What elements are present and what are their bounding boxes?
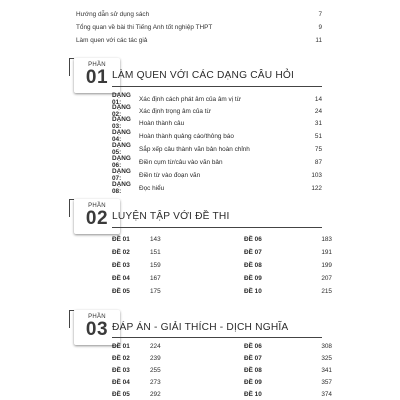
toc-de-row[interactable] — [244, 391, 332, 398]
part-number: 03 — [85, 319, 109, 340]
dang-page: 87 — [314, 158, 322, 166]
part-label: PHẦN — [88, 62, 106, 68]
de-label: ĐỀ 10 — [244, 391, 262, 398]
de-page: 159 — [150, 262, 161, 269]
toc-intro-page: 9 — [318, 24, 322, 31]
part-03-bracket-vertical — [69, 310, 70, 328]
toc-intro-row[interactable] — [76, 24, 322, 31]
toc-de-row[interactable] — [244, 288, 332, 295]
de-label: ĐỀ 08 — [244, 262, 262, 269]
dang-text: Sắp xếp câu thành văn bản hoàn chỉnh — [139, 145, 250, 153]
toc-de-row[interactable] — [112, 355, 200, 362]
dang-text: Xác định trọng âm của từ — [139, 107, 211, 115]
dang-label: DẠNG 06: — [112, 155, 131, 169]
toc-de-row[interactable] — [244, 262, 332, 269]
dang-page: 31 — [314, 119, 322, 127]
dang-label: DẠNG 02: — [112, 104, 131, 118]
de-page: 215 — [321, 288, 332, 295]
dang-label: DẠNG 04: — [112, 129, 131, 143]
toc-intro-row[interactable] — [76, 37, 322, 44]
part-01-title: LÀM QUEN VỚI CÁC DẠNG CÂU HỎI — [112, 70, 295, 81]
toc-dang-row[interactable] — [112, 181, 322, 195]
de-page: 292 — [150, 391, 161, 398]
dang-label: DẠNG 05: — [112, 142, 131, 156]
part-02-bracket-vertical — [69, 199, 70, 217]
toc-intro-text: Hướng dẫn sử dụng sách — [76, 11, 150, 18]
de-page: 167 — [150, 275, 161, 282]
toc-de-row[interactable] — [112, 391, 200, 398]
toc-dang-row[interactable] — [112, 142, 322, 156]
de-label: ĐỀ 07 — [244, 355, 262, 362]
dang-text: Hoàn thành câu — [139, 119, 185, 127]
de-label: ĐỀ 08 — [244, 367, 262, 374]
dang-text: Điền cụm từ/câu vào văn bản — [139, 158, 223, 166]
toc-dang-row[interactable] — [112, 116, 322, 130]
dang-text: Xác định cách phát âm của âm vị từ — [139, 95, 241, 103]
toc-dang-row[interactable] — [112, 168, 322, 182]
dang-page: 51 — [314, 132, 322, 140]
de-label: ĐỀ 01 — [112, 236, 130, 243]
de-page: 183 — [321, 236, 332, 243]
dang-page: 75 — [314, 145, 322, 153]
dang-text: Đọc hiểu — [139, 184, 165, 192]
part-02-title: LUYỆN TẬP VỚI ĐỀ THI — [112, 211, 230, 222]
toc-de-row[interactable] — [244, 249, 332, 256]
toc-de-row[interactable] — [112, 343, 200, 350]
dang-page: 103 — [311, 171, 322, 179]
dang-text: Hoàn thành quảng cáo/thông báo — [139, 132, 234, 140]
de-label: ĐỀ 06 — [244, 343, 262, 350]
toc-de-row[interactable] — [244, 275, 332, 282]
de-page: 357 — [321, 379, 332, 386]
de-label: ĐỀ 04 — [112, 275, 130, 282]
toc-intro-row[interactable] — [76, 11, 322, 18]
de-label: ĐỀ 09 — [244, 379, 262, 386]
toc-de-row[interactable] — [244, 343, 332, 350]
de-label: ĐỀ 04 — [112, 379, 130, 386]
toc-intro-page: 7 — [318, 11, 322, 18]
de-page: 224 — [150, 343, 161, 350]
part-02-underline — [112, 227, 322, 228]
part-03-title: ĐÁP ÁN - GIẢI THÍCH - DỊCH NGHĨA — [112, 322, 289, 333]
de-page: 151 — [150, 249, 161, 256]
toc-de-row[interactable] — [112, 249, 200, 256]
dang-label: DẠNG 08: — [112, 181, 131, 195]
toc-intro-text: Làm quen với các tác giả — [76, 37, 148, 44]
de-page: 341 — [321, 367, 332, 374]
de-label: ĐỀ 06 — [244, 236, 262, 243]
part-03-underline — [112, 337, 322, 338]
de-label: ĐỀ 02 — [112, 249, 130, 256]
part-number: 01 — [85, 67, 109, 88]
de-page: 255 — [150, 367, 161, 374]
dang-page: 122 — [311, 184, 322, 192]
de-page: 191 — [321, 249, 332, 256]
toc-de-row[interactable] — [112, 288, 200, 295]
de-page: 325 — [321, 355, 332, 362]
dang-label: DẠNG 01: — [112, 92, 131, 106]
de-page: 308 — [321, 343, 332, 350]
de-label: ĐỀ 03 — [112, 262, 130, 269]
toc-dang-row[interactable] — [112, 155, 322, 169]
toc-intro-text: Tổng quan về bài thi Tiếng Anh tốt nghiệp THPT — [76, 24, 213, 31]
de-page: 207 — [321, 275, 332, 282]
dang-page: 14 — [314, 95, 322, 103]
toc-intro-page: 11 — [315, 37, 322, 44]
toc-de-row[interactable] — [244, 236, 332, 243]
toc-dang-row[interactable] — [112, 129, 322, 143]
de-page: 143 — [150, 236, 161, 243]
dang-label: DẠNG 07: — [112, 168, 131, 182]
toc-de-row[interactable] — [112, 236, 200, 243]
de-page: 175 — [150, 288, 161, 295]
de-label: ĐỀ 10 — [244, 288, 262, 295]
de-label: ĐỀ 05 — [112, 288, 130, 295]
part-label: PHẦN — [88, 203, 106, 209]
part-number: 02 — [85, 208, 109, 229]
toc-de-row[interactable] — [112, 262, 200, 269]
de-label: ĐỀ 05 — [112, 391, 130, 398]
dang-label: DẠNG 03: — [112, 116, 131, 130]
de-label: ĐỀ 09 — [244, 275, 262, 282]
part-01-bracket-vertical — [69, 58, 70, 76]
toc-de-row[interactable] — [244, 379, 332, 386]
de-label: ĐỀ 03 — [112, 367, 130, 374]
de-label: ĐỀ 07 — [244, 249, 262, 256]
toc-de-row[interactable] — [112, 367, 200, 374]
de-label: ĐỀ 02 — [112, 355, 130, 362]
toc-de-row[interactable] — [112, 275, 200, 282]
part-label: PHẦN — [88, 314, 106, 320]
de-page: 239 — [150, 355, 161, 362]
toc-de-row[interactable] — [244, 367, 332, 374]
dang-text: Điền từ vào đoạn văn — [139, 171, 201, 179]
part-01-underline — [112, 86, 322, 87]
de-label: ĐỀ 01 — [112, 343, 130, 350]
toc-de-row[interactable] — [112, 379, 200, 386]
toc-de-row[interactable] — [244, 355, 332, 362]
de-page: 374 — [321, 391, 332, 398]
dang-page: 24 — [314, 107, 322, 115]
de-page: 273 — [150, 379, 161, 386]
de-page: 199 — [321, 262, 332, 269]
